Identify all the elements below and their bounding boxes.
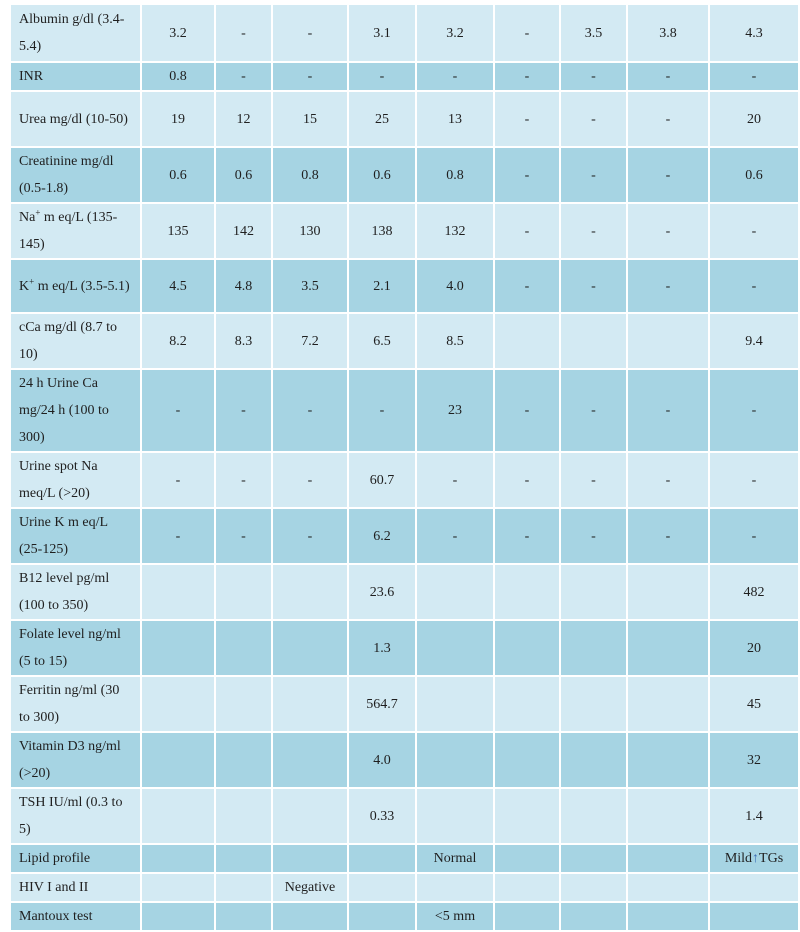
table-cell: - bbox=[560, 147, 627, 203]
table-cell: 3.8 bbox=[627, 4, 709, 62]
table-cell: 0.8 bbox=[272, 147, 348, 203]
arrow-up-icon: ↑ bbox=[752, 851, 760, 866]
table-cell: - bbox=[494, 203, 560, 259]
table-cell bbox=[560, 313, 627, 369]
cell-text: TGs bbox=[759, 851, 784, 866]
table-cell: 15 bbox=[272, 91, 348, 147]
table-cell: - bbox=[709, 203, 799, 259]
table-cell bbox=[272, 620, 348, 676]
table-cell: 45 bbox=[709, 676, 799, 732]
table-cell: 8.2 bbox=[141, 313, 215, 369]
label-text: Na bbox=[19, 210, 36, 225]
table-cell: 0.6 bbox=[141, 147, 215, 203]
table-cell: 2.1 bbox=[348, 259, 416, 313]
table-cell bbox=[215, 564, 272, 620]
table-cell: 135 bbox=[141, 203, 215, 259]
table-cell: - bbox=[709, 369, 799, 452]
table-cell bbox=[494, 732, 560, 788]
table-row bbox=[10, 91, 799, 147]
table-cell: 0.8 bbox=[141, 62, 215, 91]
table-cell bbox=[272, 844, 348, 873]
table-cell: - bbox=[416, 508, 494, 564]
table-cell bbox=[416, 620, 494, 676]
table-row bbox=[10, 4, 799, 62]
table-cell bbox=[272, 676, 348, 732]
table-cell bbox=[272, 902, 348, 931]
table-cell bbox=[560, 620, 627, 676]
table-cell bbox=[627, 873, 709, 902]
row-label: 24 h Urine Ca mg/24 h (100 to 300) bbox=[10, 369, 141, 452]
table-row bbox=[10, 788, 799, 844]
table-cell: - bbox=[627, 452, 709, 508]
row-label: Mantoux test bbox=[10, 902, 141, 931]
row-label bbox=[10, 259, 141, 313]
table-cell: 19 bbox=[141, 91, 215, 147]
lab-results-table bbox=[9, 3, 800, 932]
row-label: Creatinine mg/dl (0.5-1.8) bbox=[10, 147, 141, 203]
table-cell: 7.2 bbox=[272, 313, 348, 369]
table-cell bbox=[141, 902, 215, 931]
table-cell bbox=[627, 313, 709, 369]
table-cell: - bbox=[272, 62, 348, 91]
table-cell: 60.7 bbox=[348, 452, 416, 508]
table-cell: Normal bbox=[416, 844, 494, 873]
table-cell bbox=[416, 564, 494, 620]
table-cell bbox=[348, 873, 416, 902]
table-cell: 138 bbox=[348, 203, 416, 259]
superscript-plus: + bbox=[29, 275, 35, 286]
row-label: Lipid profile bbox=[10, 844, 141, 873]
table-row bbox=[10, 873, 799, 902]
table-cell: - bbox=[627, 369, 709, 452]
table-row bbox=[10, 844, 799, 873]
table-cell: - bbox=[494, 4, 560, 62]
table-cell bbox=[709, 844, 799, 873]
table-cell bbox=[215, 844, 272, 873]
table-cell bbox=[560, 788, 627, 844]
table-cell bbox=[494, 873, 560, 902]
table-row bbox=[10, 313, 799, 369]
table-cell: - bbox=[416, 452, 494, 508]
table-cell bbox=[215, 732, 272, 788]
table-cell bbox=[215, 676, 272, 732]
row-label: Albumin g/dl (3.4-5.4) bbox=[10, 4, 141, 62]
table-cell: - bbox=[215, 62, 272, 91]
table-cell: - bbox=[141, 508, 215, 564]
row-label: Ferritin ng/ml (30 to 300) bbox=[10, 676, 141, 732]
table-cell: 25 bbox=[348, 91, 416, 147]
table-cell bbox=[709, 902, 799, 931]
table-cell: 3.2 bbox=[416, 4, 494, 62]
row-label: cCa mg/dl (8.7 to 10) bbox=[10, 313, 141, 369]
table-row bbox=[10, 564, 799, 620]
table-cell bbox=[494, 313, 560, 369]
table-cell: 20 bbox=[709, 620, 799, 676]
table-cell: - bbox=[494, 259, 560, 313]
table-cell bbox=[141, 676, 215, 732]
table-cell: 0.8 bbox=[416, 147, 494, 203]
table-cell bbox=[560, 902, 627, 931]
table-cell bbox=[627, 676, 709, 732]
table-cell: - bbox=[560, 259, 627, 313]
row-label: Urine spot Na meq/L (>20) bbox=[10, 452, 141, 508]
table-cell bbox=[416, 788, 494, 844]
table-cell: 6.5 bbox=[348, 313, 416, 369]
table-cell bbox=[416, 732, 494, 788]
table-cell bbox=[272, 732, 348, 788]
table-cell: - bbox=[272, 369, 348, 452]
table-cell: - bbox=[348, 62, 416, 91]
table-cell: - bbox=[494, 508, 560, 564]
table-cell: - bbox=[709, 259, 799, 313]
table-cell bbox=[141, 788, 215, 844]
table-row bbox=[10, 259, 799, 313]
table-cell bbox=[141, 844, 215, 873]
table-cell: - bbox=[560, 62, 627, 91]
table-cell: 0.6 bbox=[348, 147, 416, 203]
table-cell bbox=[141, 873, 215, 902]
table-cell: 4.5 bbox=[141, 259, 215, 313]
table-cell bbox=[494, 564, 560, 620]
label-text: m eq/L (3.5-5.1) bbox=[34, 278, 130, 294]
table-cell: - bbox=[627, 91, 709, 147]
table-row bbox=[10, 620, 799, 676]
table-cell: 32 bbox=[709, 732, 799, 788]
table-row bbox=[10, 369, 799, 452]
table-cell bbox=[141, 732, 215, 788]
table-cell: - bbox=[627, 508, 709, 564]
table-cell: 9.4 bbox=[709, 313, 799, 369]
table-row bbox=[10, 452, 799, 508]
table-cell: - bbox=[272, 4, 348, 62]
table-cell bbox=[560, 676, 627, 732]
table-cell bbox=[494, 620, 560, 676]
table-row bbox=[10, 62, 799, 91]
table-cell bbox=[560, 564, 627, 620]
table-cell bbox=[215, 873, 272, 902]
table-cell: - bbox=[272, 452, 348, 508]
table-cell bbox=[215, 788, 272, 844]
row-label: INR bbox=[10, 62, 141, 91]
table-cell: - bbox=[560, 508, 627, 564]
cell-text: Mild bbox=[724, 851, 753, 866]
table-cell: 4.3 bbox=[709, 4, 799, 62]
table-cell bbox=[709, 873, 799, 902]
table-cell: - bbox=[560, 91, 627, 147]
table-cell: - bbox=[627, 203, 709, 259]
table-cell: 3.5 bbox=[272, 259, 348, 313]
table-cell: 23.6 bbox=[348, 564, 416, 620]
table-cell: 4.8 bbox=[215, 259, 272, 313]
table-cell: - bbox=[215, 452, 272, 508]
table-cell bbox=[141, 564, 215, 620]
table-cell bbox=[141, 620, 215, 676]
table-cell: - bbox=[494, 369, 560, 452]
table-cell: - bbox=[141, 452, 215, 508]
table-cell: 3.5 bbox=[560, 4, 627, 62]
table-cell: - bbox=[141, 369, 215, 452]
table-cell bbox=[560, 844, 627, 873]
table-cell: <5 mm bbox=[416, 902, 494, 931]
table-cell: 142 bbox=[215, 203, 272, 259]
table-cell: 482 bbox=[709, 564, 799, 620]
table-cell: 1.3 bbox=[348, 620, 416, 676]
table-cell bbox=[494, 676, 560, 732]
table-row bbox=[10, 676, 799, 732]
row-label bbox=[10, 203, 141, 259]
label-text: K bbox=[19, 278, 30, 294]
table-cell bbox=[560, 732, 627, 788]
table-cell: 0.6 bbox=[215, 147, 272, 203]
table-cell: - bbox=[272, 508, 348, 564]
table-cell bbox=[627, 732, 709, 788]
table-cell bbox=[627, 902, 709, 931]
label-text: m eq/L (135-145) bbox=[19, 210, 118, 252]
table-cell: 23 bbox=[416, 369, 494, 452]
table-cell bbox=[494, 844, 560, 873]
table-cell: 4.0 bbox=[348, 732, 416, 788]
table-cell bbox=[494, 902, 560, 931]
table-row bbox=[10, 147, 799, 203]
table-cell: 12 bbox=[215, 91, 272, 147]
table-cell: 1.4 bbox=[709, 788, 799, 844]
table-cell: - bbox=[709, 508, 799, 564]
table-cell: 6.2 bbox=[348, 508, 416, 564]
table-cell: - bbox=[348, 369, 416, 452]
table-cell bbox=[348, 844, 416, 873]
table-cell bbox=[215, 902, 272, 931]
table-cell: - bbox=[416, 62, 494, 91]
table-row bbox=[10, 508, 799, 564]
table-cell: 3.1 bbox=[348, 4, 416, 62]
row-label: Urea mg/dl (10-50) bbox=[10, 91, 141, 147]
table-cell: - bbox=[494, 147, 560, 203]
table-cell bbox=[627, 564, 709, 620]
table-cell: - bbox=[215, 4, 272, 62]
table-cell bbox=[494, 788, 560, 844]
table-row bbox=[10, 732, 799, 788]
table-cell bbox=[416, 676, 494, 732]
table-cell: 132 bbox=[416, 203, 494, 259]
table-cell: - bbox=[627, 62, 709, 91]
table-cell: - bbox=[560, 369, 627, 452]
table-cell bbox=[627, 620, 709, 676]
table-cell: - bbox=[494, 62, 560, 91]
table-row bbox=[10, 203, 799, 259]
row-label: TSH IU/ml (0.3 to 5) bbox=[10, 788, 141, 844]
table-cell bbox=[348, 902, 416, 931]
table-cell: - bbox=[627, 147, 709, 203]
table-cell bbox=[215, 620, 272, 676]
table-cell: 4.0 bbox=[416, 259, 494, 313]
table-cell bbox=[272, 564, 348, 620]
table-cell bbox=[560, 873, 627, 902]
table-cell: - bbox=[215, 369, 272, 452]
table-cell: 130 bbox=[272, 203, 348, 259]
row-label: Folate level ng/ml (5 to 15) bbox=[10, 620, 141, 676]
table-cell: Negative bbox=[272, 873, 348, 902]
table-cell: - bbox=[560, 203, 627, 259]
table-cell: 8.5 bbox=[416, 313, 494, 369]
row-label: HIV I and II bbox=[10, 873, 141, 902]
superscript-plus: + bbox=[35, 207, 41, 218]
table-cell: - bbox=[494, 452, 560, 508]
table-cell: 564.7 bbox=[348, 676, 416, 732]
table-cell: - bbox=[215, 508, 272, 564]
table-cell: 20 bbox=[709, 91, 799, 147]
table-cell bbox=[416, 873, 494, 902]
row-label: Urine K m eq/L (25-125) bbox=[10, 508, 141, 564]
table-cell: - bbox=[627, 259, 709, 313]
table-cell: - bbox=[494, 91, 560, 147]
table-cell: 0.33 bbox=[348, 788, 416, 844]
table-row bbox=[10, 902, 799, 931]
table-cell: 3.2 bbox=[141, 4, 215, 62]
table-cell bbox=[627, 844, 709, 873]
table-cell: - bbox=[560, 452, 627, 508]
table-cell: 0.6 bbox=[709, 147, 799, 203]
row-label: B12 level pg/ml (100 to 350) bbox=[10, 564, 141, 620]
table-cell: - bbox=[709, 452, 799, 508]
row-label: Vitamin D3 ng/ml (>20) bbox=[10, 732, 141, 788]
table-cell: 8.3 bbox=[215, 313, 272, 369]
table-cell bbox=[627, 788, 709, 844]
table-cell: 13 bbox=[416, 91, 494, 147]
table-cell: - bbox=[709, 62, 799, 91]
lab-table-container bbox=[9, 3, 798, 932]
table-cell bbox=[272, 788, 348, 844]
